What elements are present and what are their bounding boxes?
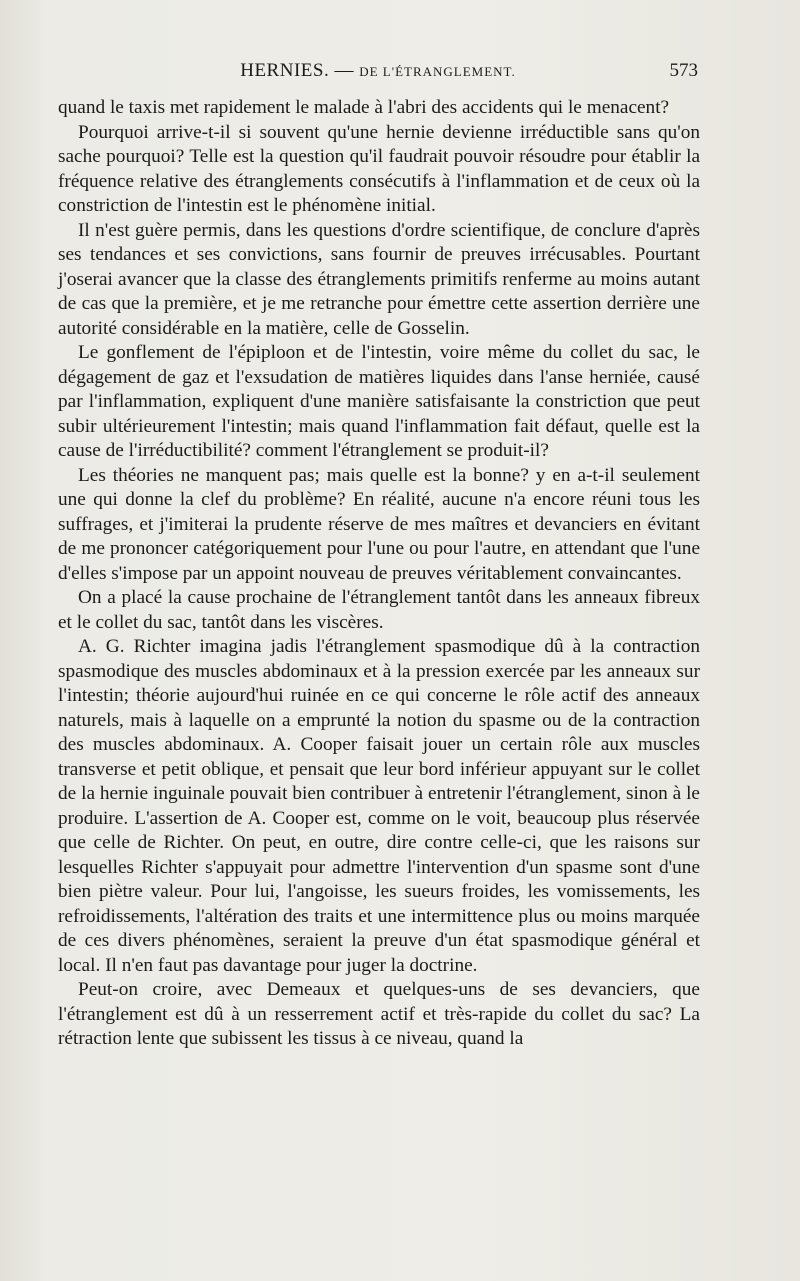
running-head — [58, 60, 698, 88]
body-text — [58, 96, 700, 1052]
running-title-sub: DE L'ÉTRANGLEMENT. — [359, 64, 516, 79]
paragraph: Il n'est guère permis, dans les questions d'ordre scientifique, de conclure d'après ses tendances et ses convictions, sans fournir de preuves irrécusables. Pourtant j'oserai avancer que la classe des étranglements primitifs renferme au moins autant de cas que la première, et je me retranche pour émettre cette assertion derrière une autorité considérable en la matière, celle de Gosselin. — [58, 219, 700, 339]
running-title-main: HERNIES. — [240, 60, 330, 81]
paragraph: A. G. Richter imagina jadis l'étranglement spasmodique dû à la contraction spasmodique des muscles abdominaux et à la pression exercée par les anneaux sur l'intestin; théorie aujourd'hui ruinée en ce qui concerne le rôle actif des anneaux naturels, mais à laquelle on a emprunté la notion du spasme ou de la contraction des muscles abdominaux. A. Cooper faisait jouer un certain rôle aux muscles transverse et petit oblique, et pensait que leur bord inférieur appuyant sur le collet de la hernie inguinale pouvait bien contribuer à entretenir l'étranglement, sinon à le produire. L'assertion de A. Cooper est, comme on le voit, beaucoup plus réservée que celle de Richter. On peut, en outre, dire contre celle-ci, que les raisons sur lesquelles Richter s'appuyait pour admettre l'intervention d'un spasme sont d'une bien piètre valeur. Pour lui, l'angoisse, les sueurs froides, les vomissements, les refroidissements, l'altération des traits et une intermittence plus ou moins marquée de ces divers phénomènes, seraient la preuve d'un état spasmodique général et local. Il n'en faut pas davantage pour juger la doctrine. — [58, 636, 700, 976]
paragraph: On a placé la cause prochaine de l'étranglement tantôt dans les anneaux fibreux et le collet du sac, tantôt dans les viscères. — [58, 587, 700, 633]
page-number: 573 — [669, 60, 698, 81]
paragraph: Les théories ne manquent pas; mais quelle est la bonne? y en a-t-il seulement une qui donne la clef du problème? En réalité, aucune n'a encore réuni tous les suffrages, et j'imiterai la prudente réserve de mes maîtres et devanciers en évitant de me prononcer catégoriquement pour l'une ou pour l'autre, en attendant que l'une d'elles s'impose par un appoint nouveau de preuves véritablement convaincantes. — [58, 464, 700, 584]
paragraph: Pourquoi arrive-t-il si souvent qu'une hernie devienne irréductible sans qu'on sache pourquoi? Telle est la question qu'il faudrait pouvoir résoudre pour établir la fréquence relative des étranglements consécutifs à l'inflammation et de ceux où la constriction de l'intestin est le phénomène initial. — [58, 121, 700, 216]
paragraph: Le gonflement de l'épiploon et de l'intestin, voire même du collet du sac, le dégagement de gaz et l'exsudation de matières liquides dans l'anse herniée, causé par l'inflammation, expliquent d'une manière satisfaisante la constriction que peut subir ultérieurement l'intestin; mais quand l'inflammation fait défaut, quelle est la cause de l'irréductibilité? comment l'étranglement se produit-il? — [58, 342, 700, 461]
paragraph: Peut-on croire, avec Demeaux et quelques-uns de ses devanciers, que l'étranglement est dû à un resserrement actif et très-rapide du collet du sac? La rétraction lente que subissent les tissus à ce niveau, quand la — [58, 979, 700, 1049]
paragraph: quand le taxis met rapidement le malade à l'abri des accidents qui le menacent? — [58, 97, 670, 118]
running-title — [58, 60, 698, 82]
running-title-dash: — — [334, 60, 354, 81]
